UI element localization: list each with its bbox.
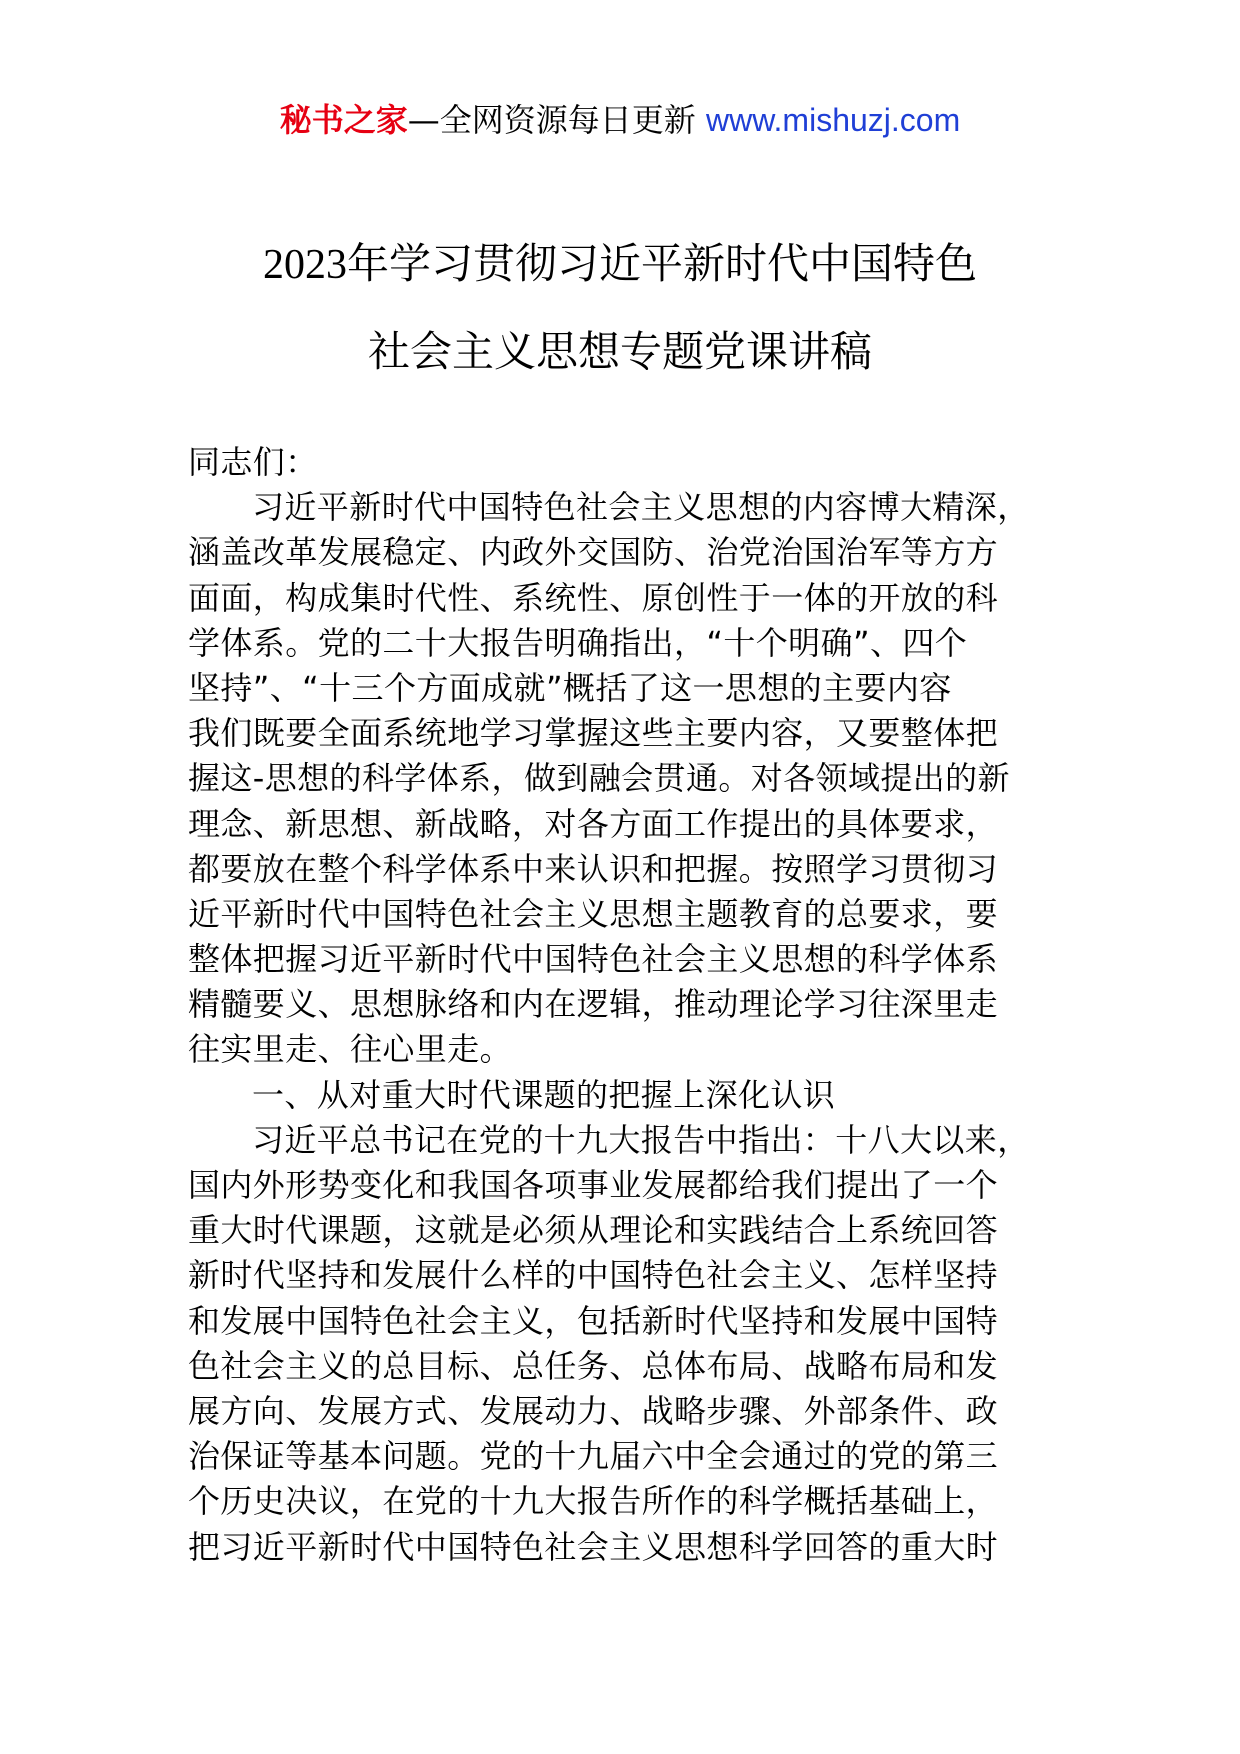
page-header	[0, 98, 1240, 142]
body-line: 精髓要义、思想脉络和内在逻辑，推动理论学习往深里走	[188, 985, 999, 1024]
body-line: 坚持”、“十三个方面成就”概括了这一思想的主要内容	[188, 668, 952, 707]
body-line: 都要放在整个科学体系中来认识和把握。按照学习贯彻习	[188, 849, 999, 888]
body-line: 涵盖改革发展稳定、内政外交国防、治党治国治军等方方	[188, 533, 999, 572]
body-line: 理念、新思想、新战略，对各方面工作提出的具体要求，	[188, 804, 999, 843]
title-line-1-text: 年学习贯彻习近平新时代中国特色	[346, 239, 977, 288]
body-line: 治保证等基本问题。党的十九届六中全会通过的党的第三	[188, 1437, 999, 1476]
body-line: 近平新时代中国特色社会主义思想主题教育的总要求，要	[188, 894, 999, 933]
section-heading: 一、从对重大时代课题的把握上深化认识	[252, 1075, 836, 1114]
body-line: 往实里走、往心里走。	[188, 1030, 513, 1069]
body-line: 握这-思想的科学体系，做到融会贯通。对各领域提出的新	[188, 759, 1010, 798]
body-line: 国内外形势变化和我国各项事业发展都给我们提出了一个	[188, 1166, 999, 1204]
body-line: 和发展中国特色社会主义，包括新时代坚持和发展中国特	[188, 1301, 999, 1340]
body-line: 我们既要全面系统地学习掌握这些主要内容，又要整体把	[188, 714, 999, 753]
body-line: 面面，构成集时代性、系统性、原创性于一体的开放的科	[188, 578, 999, 617]
document-title-line-2: 社会主义思想专题党课讲稿	[367, 327, 872, 376]
body-line: 色社会主义的总目标、总任务、总体布局、战略布局和发	[188, 1346, 999, 1385]
header-slogan: —全网资源每日更新	[407, 101, 696, 139]
body-line: 习近平总书记在党的十九大报告中指出：十八大以来，	[252, 1120, 1030, 1159]
header-url[interactable]: www.mishuzj.com	[705, 102, 961, 138]
body-line: 展方向、发展方式、发展动力、战略步骤、外部条件、政	[188, 1391, 999, 1430]
body-line: 把习近平新时代中国特色社会主义思想科学回答的重大时	[188, 1527, 999, 1566]
body-line: 个历史决议，在党的十九大报告所作的科学概括基础上，	[188, 1482, 999, 1521]
salutation: 同志们：	[188, 443, 318, 481]
body-line: 习近平新时代中国特色社会主义思想的内容博大精深，	[252, 488, 1030, 527]
header-brand: 秘书之家	[279, 101, 408, 139]
document-title-line-1	[0, 236, 1240, 293]
body-line: 整体把握习近平新时代中国特色社会主义思想的科学体系	[188, 940, 999, 979]
document-body	[188, 440, 1088, 1570]
body-line: 学体系。党的二十大报告明确指出，“十个明确”、四个	[188, 623, 968, 662]
body-line: 新时代坚持和发展什么样的中国特色社会主义、怎样坚持	[188, 1256, 999, 1295]
body-line: 重大时代课题，这就是必须从理论和实践结合上系统回答	[188, 1211, 999, 1250]
title-year: 2023	[262, 242, 347, 288]
